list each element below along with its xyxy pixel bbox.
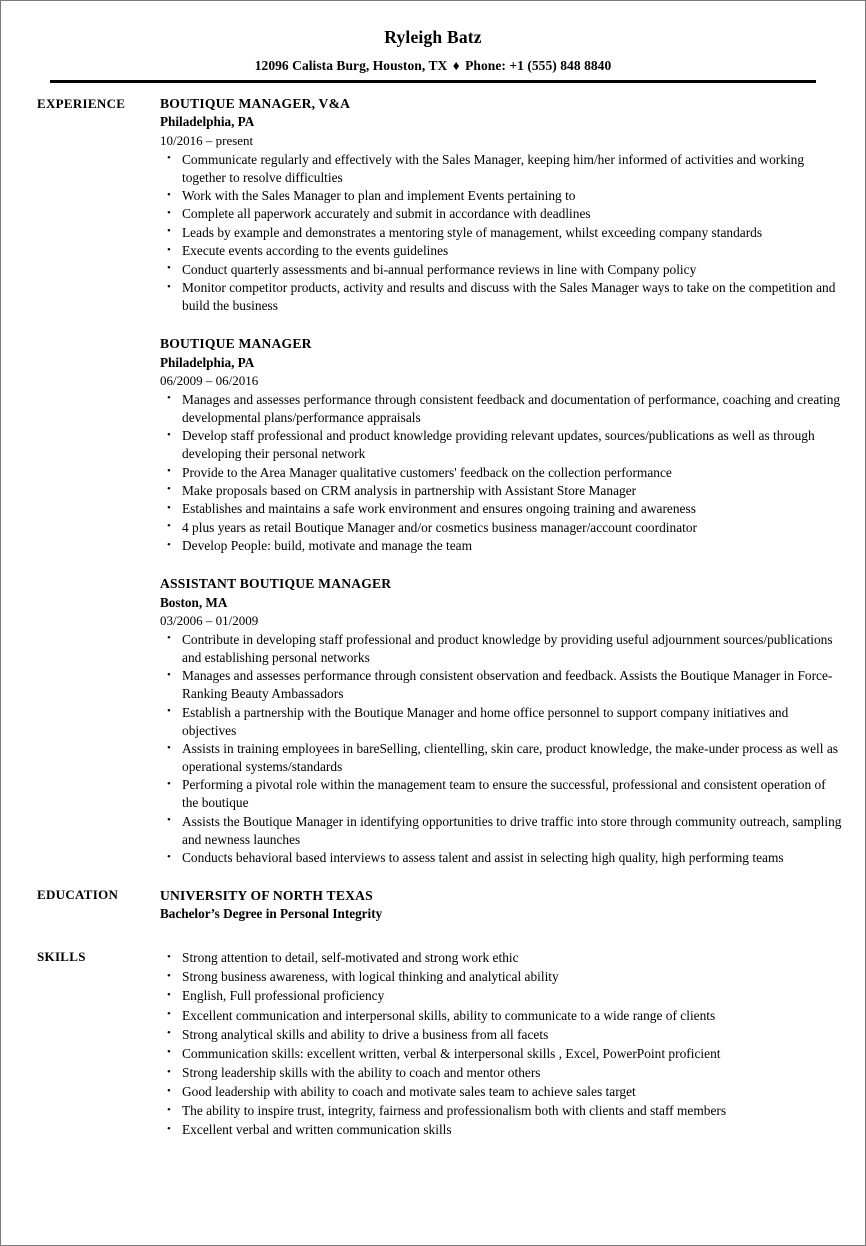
skill-bullet: • The ability to inspire trust, integrity, fairness and professionalism both with clients and staff members bbox=[160, 1102, 845, 1120]
experience-entry bbox=[160, 335, 845, 555]
skill-bullet: • English, Full professional proficiency bbox=[160, 987, 845, 1005]
job-bullet: • Manages and assesses performance through consistent feedback and documentation of performance, coaching and creating developmental plans/performance appraisals bbox=[160, 391, 845, 427]
contact-phone: Phone: +1 (555) 848 8840 bbox=[465, 58, 612, 74]
job-bullet: • Execute events according to the events guidelines bbox=[160, 242, 845, 260]
skill-bullet: • Strong leadership skills with the ability to coach and mentor others bbox=[160, 1064, 845, 1082]
job-location: Boston, MA bbox=[160, 594, 228, 610]
job-bullet: • Performing a pivotal role within the management team to ensure the successful, professional and consistent operation of the boutique bbox=[160, 776, 845, 812]
job-bullet: • Assists the Boutique Manager in identifying opportunities to drive traffic into store through community outreach, sampling and newness launches bbox=[160, 813, 845, 849]
education-degree: Bachelor’s Degree in Personal Integrity bbox=[160, 905, 383, 921]
job-bullet: • Work with the Sales Manager to plan and implement Events pertaining to bbox=[160, 187, 845, 205]
job-bullet: • Complete all paperwork accurately and submit in accordance with deadlines bbox=[160, 205, 845, 223]
education-school: UNIVERSITY OF NORTH TEXAS bbox=[160, 887, 373, 903]
section-skills bbox=[37, 948, 845, 1140]
header-divider bbox=[50, 80, 816, 83]
job-title: ASSISTANT BOUTIQUE MANAGER bbox=[160, 576, 392, 592]
job-dates: 06/2009 – 06/2016 bbox=[160, 372, 259, 388]
job-bullet: • Develop staff professional and product knowledge providing relevant updates, sources/publications as well as through developing their personal network bbox=[160, 427, 845, 463]
resume-page-inner bbox=[1, 1, 865, 1245]
skill-bullet: • Good leadership with ability to coach and motivate sales team to achieve sales target bbox=[160, 1083, 845, 1101]
job-bullet: • Contribute in developing staff professional and product knowledge by providing useful adjournment sources/publications and establishing personal networks bbox=[160, 631, 845, 667]
job-bullet-list bbox=[160, 151, 845, 316]
job-bullet: • Make proposals based on CRM analysis in partnership with Assistant Store Manager bbox=[160, 482, 845, 500]
section-label-experience: EXPERIENCE bbox=[37, 96, 126, 112]
section-experience bbox=[37, 95, 845, 868]
job-bullet: • Manages and assesses performance through consistent observation and feedback. Assists the Boutique Manager in Force-Ranking Beauty Ambassadors bbox=[160, 667, 845, 703]
skill-bullet: • Strong attention to detail, self-motivated and strong work ethic bbox=[160, 949, 845, 967]
job-bullet: • Monitor competitor products, activity and results and discuss with the Sales Manager ways to take on the competition and build the business bbox=[160, 279, 845, 315]
job-bullet: • Establishes and maintains a safe work environment and ensures ongoing training and awareness bbox=[160, 500, 845, 518]
candidate-name: Ryleigh Batz bbox=[384, 27, 482, 47]
job-bullet: • Conduct quarterly assessments and bi-annual performance reviews in line with Company policy bbox=[160, 261, 845, 279]
job-bullet: • Communicate regularly and effectively with the Sales Manager, keeping him/her informed of activities and working together to resolve difficulties bbox=[160, 151, 845, 187]
job-bullet-list bbox=[160, 631, 845, 867]
experience-entry bbox=[160, 575, 845, 867]
skill-bullet: • Strong analytical skills and ability to drive a business from all facets bbox=[160, 1026, 845, 1044]
job-bullet-list bbox=[160, 391, 845, 556]
skill-bullet: • Excellent communication and interpersonal skills, ability to communicate to a wide range of clients bbox=[160, 1007, 845, 1025]
skills-bullet-list bbox=[160, 949, 845, 1139]
job-bullet: • Leads by example and demonstrates a mentoring style of management, whilst exceeding company standards bbox=[160, 224, 845, 242]
job-title: BOUTIQUE MANAGER, V&A bbox=[160, 96, 351, 112]
section-label-education: EDUCATION bbox=[37, 886, 119, 902]
skill-bullet: • Excellent verbal and written communication skills bbox=[160, 1121, 845, 1139]
skills-entries bbox=[159, 948, 845, 1140]
experience-entry bbox=[160, 95, 845, 315]
job-bullet: • Develop People: build, motivate and manage the team bbox=[160, 537, 845, 555]
diamond-separator-icon: ♦ bbox=[452, 58, 460, 74]
experience-entries bbox=[159, 95, 845, 868]
section-education bbox=[37, 886, 845, 924]
skill-bullet: • Strong business awareness, with logical thinking and analytical ability bbox=[160, 968, 845, 986]
contact-address: 12096 Calista Burg, Houston, TX bbox=[254, 58, 448, 74]
section-label-skills: SKILLS bbox=[37, 949, 86, 965]
job-location: Philadelphia, PA bbox=[160, 354, 255, 370]
education-entries bbox=[159, 886, 845, 924]
job-bullet: • Provide to the Area Manager qualitative customers' feedback on the collection performance bbox=[160, 464, 845, 482]
job-bullet: • Assists in training employees in bareSelling, clientelling, skin care, product knowledge, the make-under process as well as operational systems/standards bbox=[160, 740, 845, 776]
job-bullet: • 4 plus years as retail Boutique Manager and/or cosmetics business manager/account coordinator bbox=[160, 519, 845, 537]
job-location: Philadelphia, PA bbox=[160, 114, 255, 130]
job-bullet: • Establish a partnership with the Boutique Manager and home office personnel to support company initiatives and objectives bbox=[160, 704, 845, 740]
job-dates: 03/2006 – 01/2009 bbox=[160, 612, 259, 628]
resume-body bbox=[1, 95, 865, 1140]
skill-bullet: • Communication skills: excellent written, verbal & interpersonal skills , Excel, PowerPoint proficient bbox=[160, 1045, 845, 1063]
job-title: BOUTIQUE MANAGER bbox=[160, 336, 312, 352]
resume-header bbox=[1, 1, 865, 83]
job-dates: 10/2016 – present bbox=[160, 132, 254, 148]
job-bullet: • Conducts behavioral based interviews to assess talent and assist in selecting high quality, high performing teams bbox=[160, 849, 845, 867]
contact-line bbox=[1, 58, 865, 74]
